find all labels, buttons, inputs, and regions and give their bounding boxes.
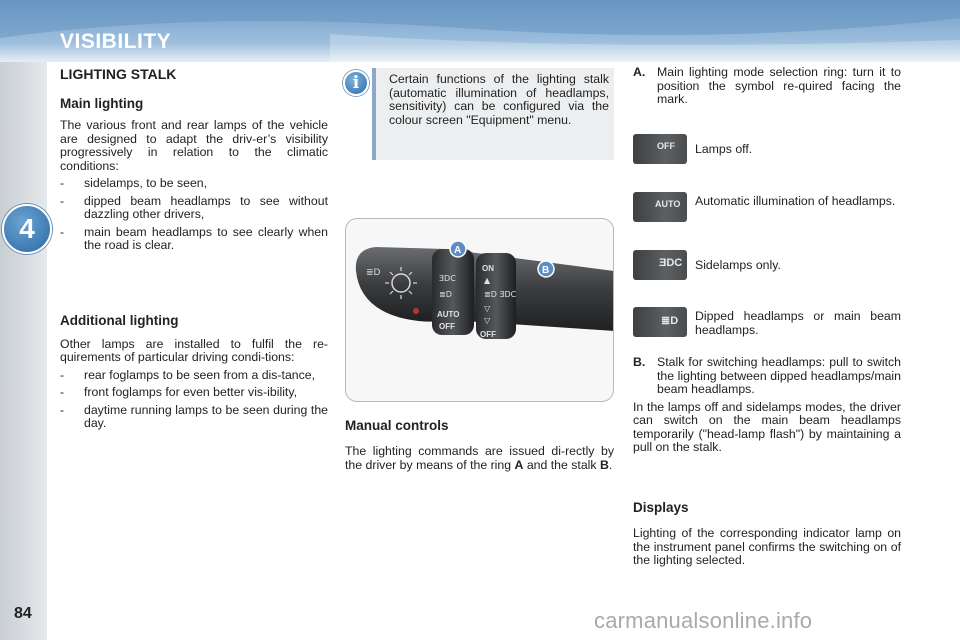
info-box — [372, 68, 614, 160]
list-item: - daytime running lamps to be seen during the day. — [60, 404, 328, 431]
mode-row-headlamps — [633, 307, 901, 341]
callout-a: A — [454, 245, 462, 256]
mode-text: Sidelamps only. — [695, 258, 781, 272]
lighting-stalk-illustration — [346, 219, 614, 402]
list-item: - main beam headlamps to see clearly when the road is clear. — [60, 226, 328, 253]
additional-lighting-heading: Additional lighting — [60, 312, 179, 328]
ring-label-off-lower: OFF — [480, 330, 496, 339]
ring-label-off: OFF — [439, 322, 455, 331]
sidelamps-icon: ƎDC — [633, 250, 687, 280]
main-lighting-list — [60, 177, 328, 253]
svg-text:≣D: ≣D — [439, 290, 452, 299]
list-item: - dipped beam headlamps to see without dazzling other drivers, — [60, 195, 328, 222]
headlamp-flash-text: In the lamps off and sidelamps modes, the driver can switch on the main beam headlamps temporarily ("head-lamp flash") by maintaining a pull on the stalk. — [633, 399, 901, 454]
watermark: carmanualsonline.info — [594, 608, 813, 633]
callout-b: B — [542, 265, 550, 276]
lighting-stalk-photo — [345, 218, 614, 402]
page-header — [0, 0, 960, 62]
list-item: - rear foglamps to be seen from a dis-tance, — [60, 369, 328, 383]
svg-text:≣D ƎDC: ≣D ƎDC — [484, 290, 517, 299]
additional-lighting-list — [60, 369, 328, 431]
main-lighting-heading: Main lighting — [60, 96, 144, 111]
auto-mode-icon: AUTO — [633, 192, 687, 222]
svg-text:▽: ▽ — [484, 304, 491, 313]
displays-heading: Displays — [633, 500, 689, 515]
mode-row-auto — [633, 192, 901, 226]
manual-controls-heading: Manual controls — [345, 418, 449, 433]
info-box-text: Certain functions of the lighting stalk (automatic illumination of headlamps, sensitivity) can be configured via the colour screen "Equipment" menu. — [389, 72, 609, 127]
ring-a-description — [633, 66, 901, 107]
manual-controls-text: The lighting commands are issued di-rectly by the driver by means of the ring A and the stalk B. — [345, 444, 614, 472]
chapter-tab[interactable]: 4 — [2, 204, 52, 254]
mode-row-sidelamps — [633, 250, 901, 284]
svg-text:▽: ▽ — [484, 316, 491, 325]
list-item: - sidelamps, to be seen, — [60, 177, 328, 191]
stalk-b-text: Stalk for switching headlamps: pull to switch the lighting between dipped headlamps/main beam headlamps. — [657, 355, 901, 396]
mode-row-off — [633, 134, 901, 168]
mode-text: Lamps off. — [695, 142, 753, 156]
ring-label-auto: AUTO — [437, 310, 460, 319]
ring-a-text: Main lighting mode selection ring: turn it to position the symbol re-quired facing the mark. — [657, 65, 901, 106]
svg-text:▲: ▲ — [484, 276, 491, 285]
manual-controls-section — [345, 418, 614, 472]
svg-text:≣D: ≣D — [366, 268, 381, 278]
page-title: VISIBILITY — [60, 30, 172, 53]
mode-text: Automatic illumination of headlamps. — [695, 194, 896, 208]
displays-section — [633, 500, 901, 568]
additional-lighting-text: Other lamps are installed to fulfil the re-quirements of particular driving condi-tions: — [60, 336, 328, 364]
stalk-b-label: B. — [633, 355, 646, 369]
ring-label-on: ON — [482, 264, 494, 273]
off-mode-icon: OFF — [633, 134, 687, 164]
stalk-reference: B — [599, 457, 609, 472]
stalk-b-section — [633, 356, 901, 455]
section-title: LIGHTING STALK — [60, 66, 177, 82]
side-bar — [0, 62, 47, 640]
ring-a-section — [633, 66, 901, 107]
lighting-stalk-column — [60, 66, 328, 431]
main-lighting-text: The various front and rear lamps of the vehicle are designed to adapt the driv-er’s visibility progressively in relation to the climatic conditions: — [60, 118, 328, 173]
displays-text: Lighting of the corresponding indicator lamp on the instrument panel confirms the switching on of the lighting selected. — [633, 526, 901, 567]
page-number: 84 — [14, 605, 32, 622]
info-icon: i — [343, 70, 369, 96]
mode-text: Dipped headlamps or main beam headlamps. — [695, 309, 901, 337]
svg-text:ƎDC: ƎDC — [439, 274, 456, 283]
stalk-b-description — [633, 356, 901, 397]
list-item: - front foglamps for even better vis-ibility, — [60, 386, 328, 400]
headlamps-icon: ≣D — [633, 307, 687, 337]
ring-reference: A — [514, 457, 524, 472]
ring-a-label: A. — [633, 65, 646, 79]
